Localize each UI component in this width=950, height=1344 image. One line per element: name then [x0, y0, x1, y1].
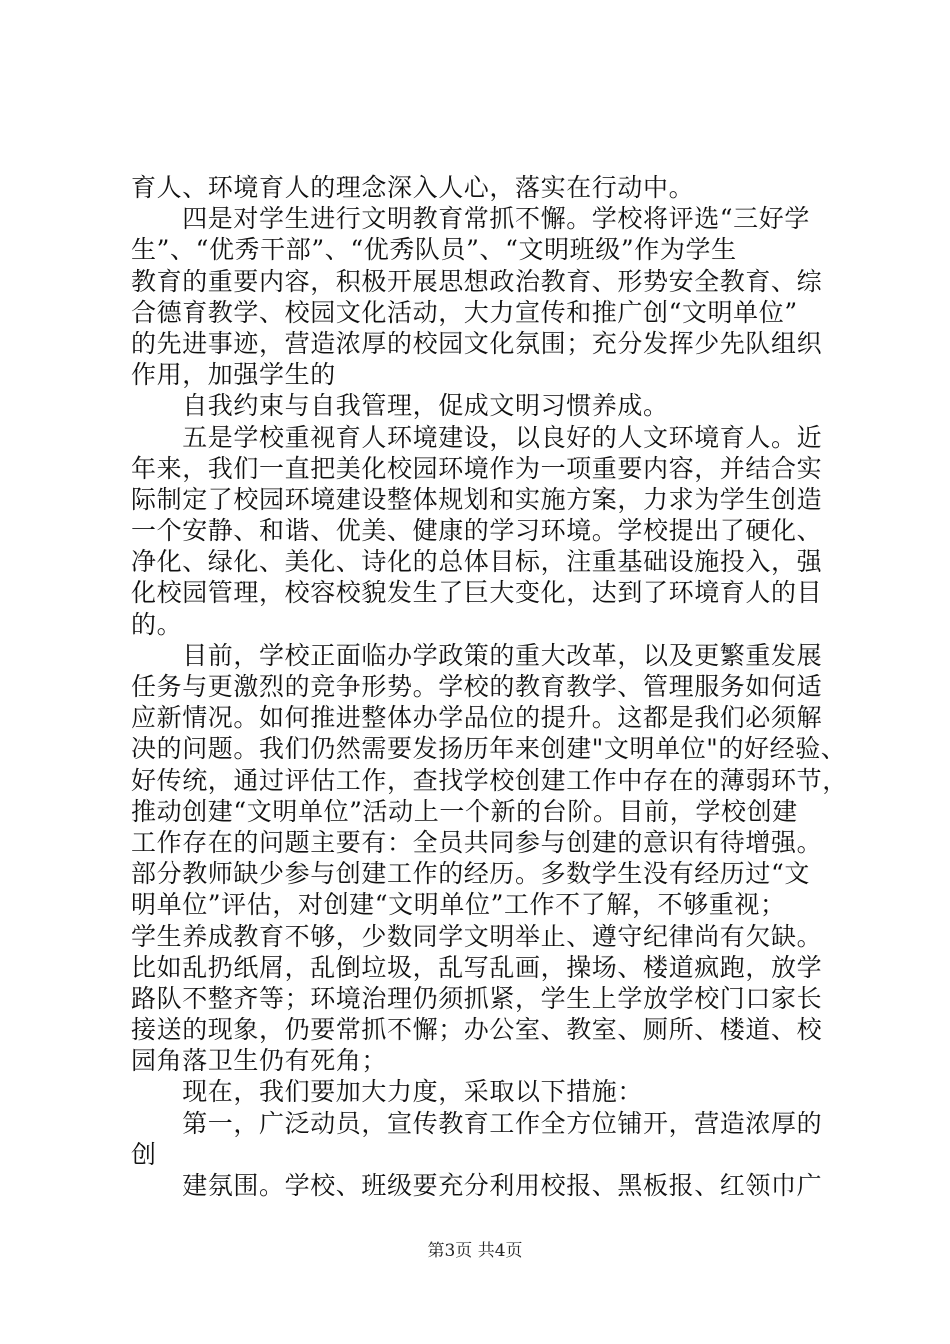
text-line: 育人、环境育人的理念深入人心，落实在行动中。: [131, 173, 695, 202]
text-line: 任务与更激烈的竞争形势。学校的教育教学、管理服务如何适: [131, 672, 823, 701]
text-line: 比如乱扔纸屑，乱倒垃圾，乱写乱画，操场、楼道疯跑，放学: [131, 952, 823, 982]
text-line: 自我约束与自我管理，促成文明习惯养成。: [131, 391, 669, 421]
text-line: 决的问题。我们仍然需要发扬历年来创建"文明单位"的好经验、: [131, 734, 847, 764]
text-line: 现在，我们要加大力度，采取以下措施：: [131, 1077, 644, 1107]
text-line: 合德育教学、校园文化活动，大力宣传和推广创“文明单位”: [131, 297, 798, 327]
text-line: 接送的现象，仍要常抓不懈；办公室、教室、厕所、楼道、校: [131, 1015, 823, 1045]
text-line: 路队不整齐等；环境治理仍须抓紧，学生上学放学校门口家长: [131, 983, 823, 1013]
text-line: 化校园管理，校容校貌发生了巨大变化，达到了环境育人的目: [131, 578, 823, 608]
text-line: 建氛围。学校、班级要充分利用校报、黑板报、红领巾广: [131, 1171, 823, 1200]
text-line: 好传统，通过评估工作，查找学校创建工作中存在的薄弱环节，: [131, 765, 848, 795]
text-line: 一个安静、和谐、优美、健康的学习环境。学校提出了硬化、: [131, 516, 823, 546]
text-line: 四是对学生进行文明教育常抓不懈。学校将评选“三好学: [131, 204, 810, 234]
text-line: 作用，加强学生的: [131, 360, 336, 390]
text-line: 明单位”评估，对创建“文明单位”工作不了解，不够重视；: [131, 890, 786, 920]
text-line: 际制定了校园环境建设整体规划和实施方案，力求为学生创造: [131, 484, 823, 514]
text-line: 第一，广泛动员，宣传教育工作全方位铺开，营造浓厚的: [131, 1108, 823, 1138]
text-line: 应新情况。如何推进整体办学品位的提升。这都是我们必须解: [131, 703, 823, 733]
text-line: 教育的重要内容，积极开展思想政治教育、形势安全教育、综: [131, 266, 823, 296]
text-line: 五是学校重视育人环境建设，以良好的人文环境育人。近: [131, 422, 823, 452]
text-line: 园角落卫生仍有死角；: [131, 1046, 388, 1076]
text-line: 净化、绿化、美化、诗化的总体目标，注重基础设施投入，强: [131, 547, 823, 577]
page-footer: 第3页 共4页: [427, 1241, 523, 1261]
text-line: 推动创建“文明单位”活动上一个新的台阶。目前，学校创建: [131, 796, 798, 826]
text-line: 目前，学校正面临办学政策的重大改革，以及更繁重发展: [131, 640, 823, 670]
text-line: 工作存在的问题主要有：全员共同参与创建的意识有待增强。: [131, 827, 823, 857]
text-line: 创: [131, 1139, 157, 1169]
text-line: 部分教师缺少参与创建工作的经历。多数学生没有经历过“文: [131, 859, 810, 889]
text-line: 的。: [131, 609, 183, 639]
text-line: 的先进事迹，营造浓厚的校园文化氛围；充分发挥少先队组织: [131, 328, 823, 358]
text-line: 生”、“优秀干部”、“优秀队员”、“文明班级”作为学生: [131, 235, 737, 265]
text-line: 年来，我们一直把美化校园环境作为一项重要内容，并结合实: [131, 453, 823, 483]
text-line: 学生养成教育不够，少数同学文明举止、遵守纪律尚有欠缺。: [131, 921, 823, 951]
